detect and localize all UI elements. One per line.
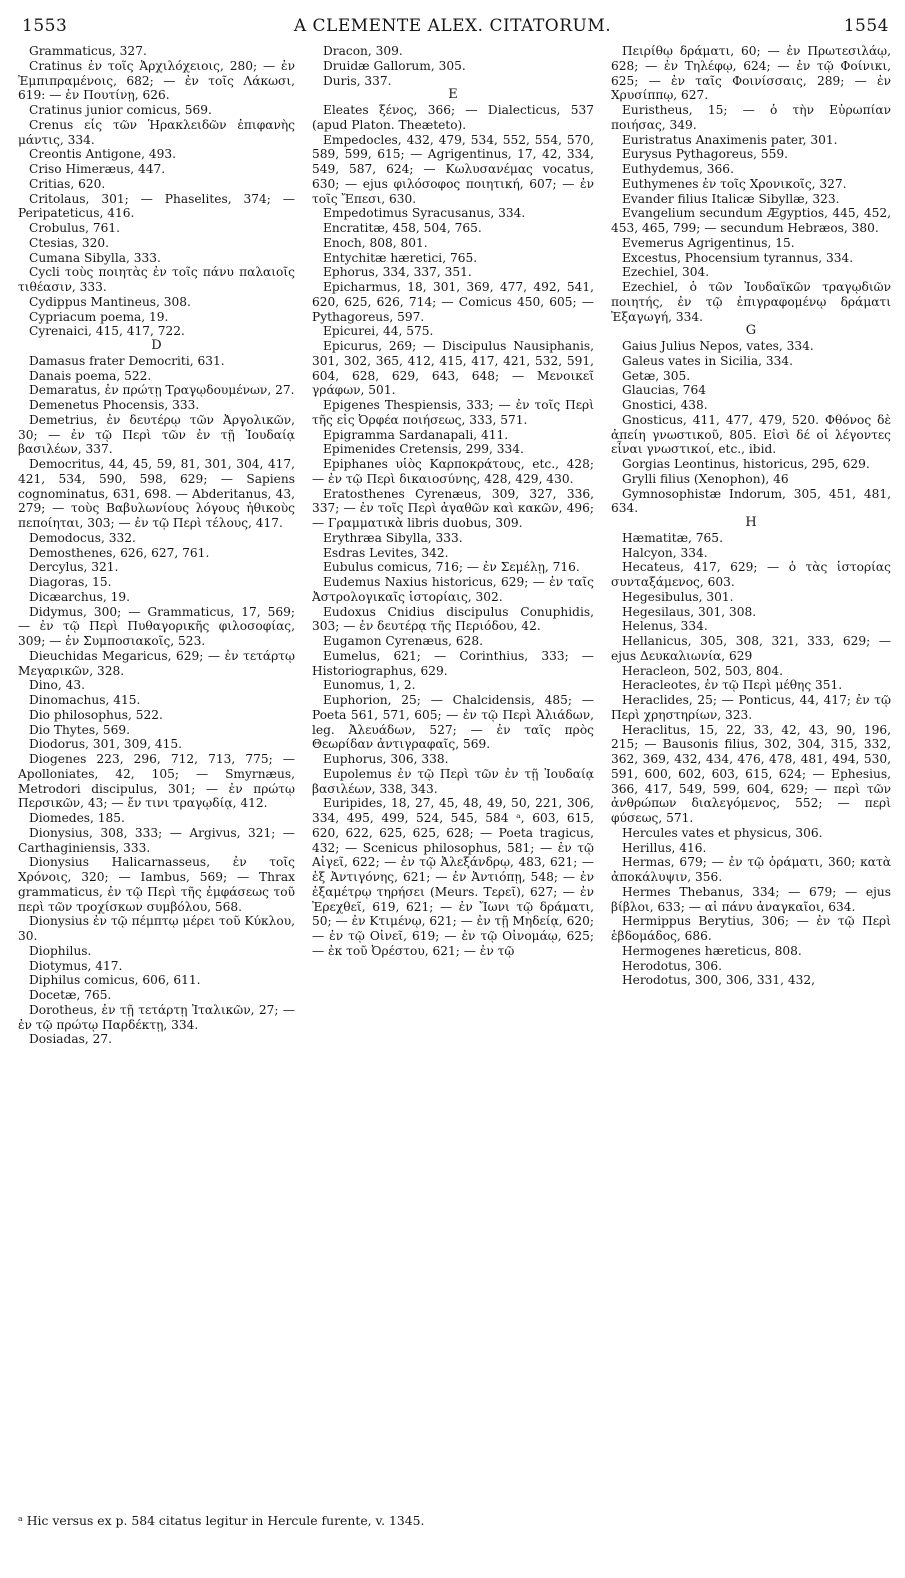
- index-entry: Euristheus, 15; — ὁ τὴν Εὐρωπίαν ποιήσας, 349.: [611, 103, 891, 132]
- index-entry: Epicurei, 44, 575.: [323, 324, 434, 339]
- index-entry: Cumana Sibylla, 333.: [29, 250, 161, 265]
- index-entry: Demodocus, 332.: [29, 530, 136, 545]
- index-entry: Herillus, 416.: [622, 840, 707, 855]
- index-entry: Euthydemus, 366.: [622, 162, 734, 176]
- index-entry: Ephorus, 334, 337, 351.: [323, 265, 472, 280]
- index-entry: Entychitæ hæretici, 765.: [323, 250, 478, 265]
- index-entry: Herodotus, 300, 306, 331, 432,: [622, 973, 816, 988]
- index-entry: Getæ, 305.: [622, 368, 691, 383]
- index-entry: Dieuchidas Megaricus, 629; — ἐν τετάρτῳ Μεγαρικῶν, 328.: [18, 648, 295, 678]
- index-entry: Helenus, 334.: [622, 619, 708, 634]
- index-entry: Euristratus Anaximenis pater, 301.: [622, 132, 838, 147]
- index-entry: Demaratus, ἐν πρώτῃ Τραγῳδουμένων, 27.: [29, 383, 295, 398]
- index-entry: Halcyon, 334.: [622, 545, 708, 560]
- index-entry: Demosthenes, 626, 627, 761.: [29, 545, 210, 560]
- index-entry: Eunomus, 1, 2.: [323, 678, 416, 693]
- index-entry: Herodotus, 306.: [622, 958, 723, 973]
- page-number-left: 1553: [22, 16, 68, 36]
- index-entry: Dino, 43.: [29, 678, 85, 693]
- index-entry: Didymus, 300; — Grammaticus, 17, 569; — ἐν τῷ Περὶ Πυθαγορικῆς φιλοσοφίας, 309; — ἐν Συμποσιακοῖς, 523.: [18, 604, 295, 648]
- index-entry: Dorotheus, ἐν τῇ τετάρτῃ Ἰταλικῶν, 27; — ἐν τῷ πρώτῳ Παρδέκτῃ, 334.: [18, 1002, 295, 1032]
- index-entry: Erythræa Sibylla, 333.: [323, 530, 463, 545]
- page-number-right: 1554: [843, 16, 889, 36]
- index-entry: Dicæarchus, 19.: [29, 589, 130, 604]
- section-letter: D: [151, 338, 162, 353]
- index-entry: Hegesibulus, 301.: [622, 589, 734, 604]
- index-entry: Diodorus, 301, 309, 415.: [29, 737, 182, 752]
- section-letter: E: [448, 87, 458, 103]
- index-entry: Dosiadas, 27.: [29, 1032, 112, 1047]
- index-entry: Encratitæ, 458, 504, 765.: [323, 221, 482, 235]
- index-entry: Esdras Levites, 342.: [323, 545, 449, 560]
- index-entry: Epiphanes υἱὸς Καρποκράτους, etc., 428; — ἐν τῷ Περὶ δικαιοσύνης, 428, 429, 430.: [312, 457, 594, 486]
- index-entry: Πειρίθῳ δράματι, 60; — ἐν Πρωτεσιλάῳ, 628; — ἐν Τηλέφῳ, 624; — ἐν τῷ Φοίνικι, 625; — ἐν ταῖς Φοινίσσαις, 289; — ἐν Χρυσίππῳ, 627.: [611, 44, 891, 103]
- index-entry: Eurysus Pythagoreus, 559.: [622, 147, 788, 162]
- index-entry: Hecateus, 417, 629; — ὁ τὰς ἱστορίας συνταξάμενος, 603.: [611, 560, 891, 589]
- index-entry: Demetrius, ἐν δευτέρῳ τῶν Ἀργολικῶν, 30; — ἐν τῷ Περὶ τῶν ἐν τῇ Ἰουδαίᾳ βασιλέων, 337.: [18, 412, 295, 457]
- index-entry: Euthymenes ἐν τοῖς Χρονικοῖς, 327.: [622, 176, 847, 191]
- index-entry: Eugamon Cyrenæus, 628.: [323, 634, 483, 648]
- index-entry: Hegesilaus, 301, 308.: [622, 604, 757, 619]
- index-entry: Diagoras, 15.: [29, 575, 112, 589]
- index-entry: Euripides, 18, 27, 45, 48, 49, 50, 221, 306, 334, 495, 499, 524, 545, 584 ᵃ, 603, 615, 620, 622, 625, 625, 628; — Poeta tragicus, 432; — Scenicus philosophus, 581; — ἐν τῷ Αἰγεῖ, 622; — ἐν τῷ Ἀλεξάνδρῳ, 483, 621; — ἐξ Ἀντιγόνης, 621; — ἐν Ἀντιόπῃ, 548; — ἐν ἐξαμέτρῳ τηρήσει (Meurs. Τερεῖ), 627; — ἐν Ἐρεχθεῖ, 619, 621; — ἐν Ἴωνι τῷ δράματι, 50; — ἐν Κτιμένῳ, 621; — ἐν τῇ Μηδείᾳ, 620; — ἐν τῷ Οἰνεῖ, 619; — ἐν τῷ Οἰνομάῳ, 625; — ἐκ τοῦ Ὀρέστου, 621; — ἐν τῷ: [312, 796, 594, 958]
- index-entry: Democritus, 44, 45, 59, 81, 301, 304, 417, 421, 534, 590, 598, 629; — Sapiens cognominatus, 631, 698. — Abderitanus, 43, 279; — τοὺς Βαβυλωνίους λόγους ἠθικοὺς πεποίηται, 303; — ἐν τῷ Περὶ τέλους, 417.: [18, 457, 295, 530]
- index-entry: Damasus frater Democriti, 631.: [29, 353, 225, 368]
- index-entry: Heracleotes, ἐν τῷ Περὶ μέθης 351.: [622, 678, 843, 693]
- index-entry: Crenus εἷς τῶν Ἡρακλειδῶν ἐπιφανὴς μάντις, 334.: [18, 117, 295, 147]
- index-entry: Glaucias, 764: [622, 383, 707, 398]
- index-entry: Gorgias Leontinus, historicus, 295, 629.: [622, 457, 870, 471]
- index-entry: Eratosthenes Cyrenæus, 309, 327, 336, 337; — ἐν τοῖς Περὶ ἀγαθῶν καὶ κακῶν, 496; — Γραμματικὰ libris duobus, 309.: [312, 486, 594, 530]
- index-entry: Demenetus Phocensis, 333.: [29, 398, 200, 412]
- index-entry: Dionysius, 308, 333; — Argivus, 321; — Carthaginiensis, 333.: [18, 825, 295, 855]
- section-letter: H: [745, 515, 757, 530]
- index-entry: Dio philosophus, 522.: [29, 707, 163, 722]
- index-entry: Eumelus, 621; — Corinthius, 333; — Historiographus, 629.: [312, 648, 594, 678]
- index-entry: Eupolemus ἐν τῷ Περὶ τῶν ἐν τῇ Ἰουδαίᾳ βασιλέων, 338, 343.: [312, 766, 594, 796]
- index-entry: Diophilus.: [29, 943, 92, 958]
- index-entry: Dionysius ἐν τῷ πέμπτῳ μέρει τοῦ Κύκλου, 30.: [18, 914, 295, 943]
- index-entry: Eleates ξένος, 366; — Dialecticus, 537 (apud Platon. Theæteto).: [312, 103, 594, 132]
- index-entry: Empedocles, 432, 479, 534, 552, 554, 570, 589, 599, 615; — Agrigentinus, 17, 42, 334, 549, 587, 624; — Κωλυσανέμας vocatus, 630; — ejus φιλόσοφος ποιητική, 607; — ἐν τοῖς Ἔπεσι, 630.: [312, 132, 594, 206]
- index-column-2: [312, 44, 594, 959]
- index-entry: Euphorion, 25; — Chalcidensis, 485; — Poeta 561, 571, 605; — ἐν τῷ Περὶ Ἀλιάδων, leg. Ἀλευάδων, 527; — ἐν ταῖς πρὸς Θεωρίδαν ἀντιγραφαῖς, 569.: [312, 693, 594, 752]
- index-entry: Dracon, 309.: [323, 44, 403, 58]
- index-entry: Epicharmus, 18, 301, 369, 477, 492, 541, 620, 625, 626, 714; — Comicus 450, 605; — Pythagoreus, 597.: [312, 280, 594, 324]
- index-entry: Gaius Julius Nepos, vates, 334.: [622, 339, 814, 353]
- index-entry: Hellanicus, 305, 308, 321, 333, 629; — ejus Δευκαλιωνία, 629: [611, 634, 891, 663]
- index-entry: Dio Thytes, 569.: [29, 722, 130, 737]
- index-entry: Hæmatitæ, 765.: [622, 530, 723, 545]
- index-entry: Epigenes Thespiensis, 333; — ἐν τοῖς Περὶ τῆς εἰς Ὀρφέα ποιήσεως, 333, 571.: [312, 398, 594, 427]
- index-entry: Ctesias, 320.: [29, 235, 109, 250]
- index-entry: Dinomachus, 415.: [29, 693, 141, 707]
- index-entry: Empedotimus Syracusanus, 334.: [323, 206, 526, 221]
- index-entry: Euphorus, 306, 338.: [323, 752, 449, 766]
- index-entry: Epigramma Sardanapali, 411.: [323, 427, 509, 442]
- index-entry: Hercules vates et physicus, 306.: [622, 825, 823, 840]
- index-entry: Ezechiel, 304.: [622, 265, 710, 280]
- index-entry: Critolaus, 301; — Phaselites, 374; — Peripateticus, 416.: [18, 191, 295, 221]
- index-entry: Criso Himeræus, 447.: [29, 162, 166, 176]
- section-letter: G: [745, 323, 757, 339]
- index-entry: Hermas, 679; — ἐν τῷ ὁράματι, 360; κατὰ ἀποκάλυψιν, 356.: [611, 855, 891, 884]
- index-entry: Druidæ Gallorum, 305.: [323, 58, 466, 73]
- running-title: A CLEMENTE ALEX. CITATORUM.: [293, 16, 612, 36]
- index-entry: Duris, 337.: [323, 73, 392, 88]
- index-entry: Grylli filius (Xenophon), 46: [622, 471, 789, 486]
- index-entry: Eudoxus Cnidius discipulus Conuphidis, 303; — ἐν δευτέρᾳ τῆς Περιόδου, 42.: [312, 604, 594, 634]
- index-entry: Dionysius Halicarnasseus, ἐν τοῖς Χρόνοις, 320; — Iambus, 569; — Thrax grammaticus, ἐν τῷ Περὶ τῆς ἐμφάσεως τοῦ περὶ τῶν τροχίσκων συμβόλου, 568.: [18, 855, 295, 914]
- index-entry: Evemerus Agrigentinus, 15.: [622, 235, 795, 250]
- index-entry: Epimenides Cretensis, 299, 334.: [323, 442, 524, 457]
- index-entry: Gnosticus, 411, 477, 479, 520. Φθόνος δὲ ἀπείη γνωστικοῦ, 805. Εἰσὶ δέ οἱ λέγοντες εἶναι γνωστικοί, etc., ibid.: [611, 412, 891, 457]
- index-entry: Cratinus ἐν τοῖς Ἀρχιλόχειοις, 280; — ἐν Ἐμπιπραμένοις, 682; — ἐν τοῖς Λάκωσι, 619: — ἐν Πουτίνῃ, 626.: [18, 58, 295, 103]
- index-entry: Cycli τοὺς ποιητὰς ἐν τοῖς πάνυ παλαιοῖς τιθέασιν, 333.: [18, 265, 295, 294]
- index-entry: Galeus vates in Sicilia, 334.: [622, 353, 794, 368]
- index-entry: Crobulus, 761.: [29, 221, 121, 235]
- index-entry: Gymnosophistæ Indorum, 305, 451, 481, 634.: [611, 486, 891, 516]
- index-entry: Critias, 620.: [29, 176, 106, 191]
- index-entry: Docetæ, 765.: [29, 988, 112, 1002]
- index-entry: Heracleon, 502, 503, 804.: [622, 663, 783, 678]
- page-header: [0, 16, 905, 46]
- index-entry: Eudemus Naxius historicus, 629; — ἐν ταῖς Ἀστρολογικαῖς ἱστορίαις, 302.: [312, 575, 594, 604]
- index-entry: Eubulus comicus, 716; — ἐν Σεμέλῃ, 716.: [323, 560, 580, 575]
- index-entry: Danais poema, 522.: [29, 368, 152, 383]
- index-entry: Cyrenaici, 415, 417, 722.: [29, 324, 185, 339]
- index-entry: Hermippus Berytius, 306; — ἐν τῷ Περὶ ἑβδομάδος, 686.: [611, 914, 891, 943]
- index-entry: Diotymus, 417.: [29, 958, 123, 973]
- index-entry: Epicurus, 269; — Discipulus Nausiphanis, 301, 302, 365, 412, 415, 417, 421, 532, 591, 604, 628, 629, 643, 648; — Μενοικεῖ γράφων, 501.: [312, 339, 594, 398]
- index-entry: Enoch, 808, 801.: [323, 235, 428, 250]
- index-entry: Ezechiel, ὁ τῶν Ἰουδαϊκῶν τραγῳδιῶν ποιητής, ἐν τῷ ἐπιγραφομένῳ δράματι Ἐξαγωγή, 334.: [611, 280, 891, 324]
- index-column-3: [611, 44, 891, 988]
- index-entry: Evangelium secundum Ægyptios, 445, 452, 453, 465, 799; — secundum Hebræos, 380.: [611, 206, 891, 235]
- index-column-1: [18, 44, 295, 1047]
- index-entry: Heraclitus, 15, 22, 33, 42, 43, 90, 196, 215; — Bausonis filius, 302, 304, 315, 332, 362, 369, 432, 434, 476, 478, 481, 494, 530, 591, 600, 602, 603, 615, 624; — Ephesius, 366, 417, 549, 599, 604, 629; — περὶ τῶν ἀνθρώπων διαλεγόμενος, 552; — περὶ φύσεως, 571.: [611, 722, 891, 825]
- index-entry: Diomedes, 185.: [29, 811, 125, 825]
- index-entry: Cypriacum poema, 19.: [29, 309, 169, 324]
- index-entry: Creontis Antigone, 493.: [29, 147, 177, 162]
- index-entry: Gnostici, 438.: [622, 398, 708, 412]
- index-entry: Cratinus junior comicus, 569.: [29, 103, 212, 117]
- index-entry: Grammaticus, 327.: [29, 44, 147, 58]
- index-entry: Diphilus comicus, 606, 611.: [29, 973, 201, 988]
- footnote: ᵃ Hic versus ex p. 584 citatus legitur in Hercule furente, v. 1345.: [18, 1513, 425, 1528]
- index-entry: Heraclides, 25; — Ponticus, 44, 417; ἐν τῷ Περὶ χρηστηρίων, 323.: [611, 693, 891, 722]
- index-entry: Cydippus Mantineus, 308.: [29, 294, 191, 309]
- index-entry: Hermes Thebanus, 334; — 679; — ejus βίβλοι, 633; — αἱ πάνυ ἀναγκαῖοι, 634.: [611, 884, 891, 914]
- index-entry: Dercylus, 321.: [29, 560, 119, 575]
- index-entry: Evander filius Italicæ Sibyllæ, 323.: [622, 191, 840, 206]
- index-entry: Excestus, Phocensium tyrannus, 334.: [622, 250, 854, 265]
- index-entry: Hermogenes hæreticus, 808.: [622, 943, 802, 958]
- index-entry: Diogenes 223, 296, 712, 713, 775; — Apolloniates, 42, 105; — Smyrnæus, Metrodori discipulus, 301; — ἐν πρώτῳ Περσικῶν, 43; — ἔν τινι τραγῳδίᾳ, 412.: [18, 752, 295, 811]
